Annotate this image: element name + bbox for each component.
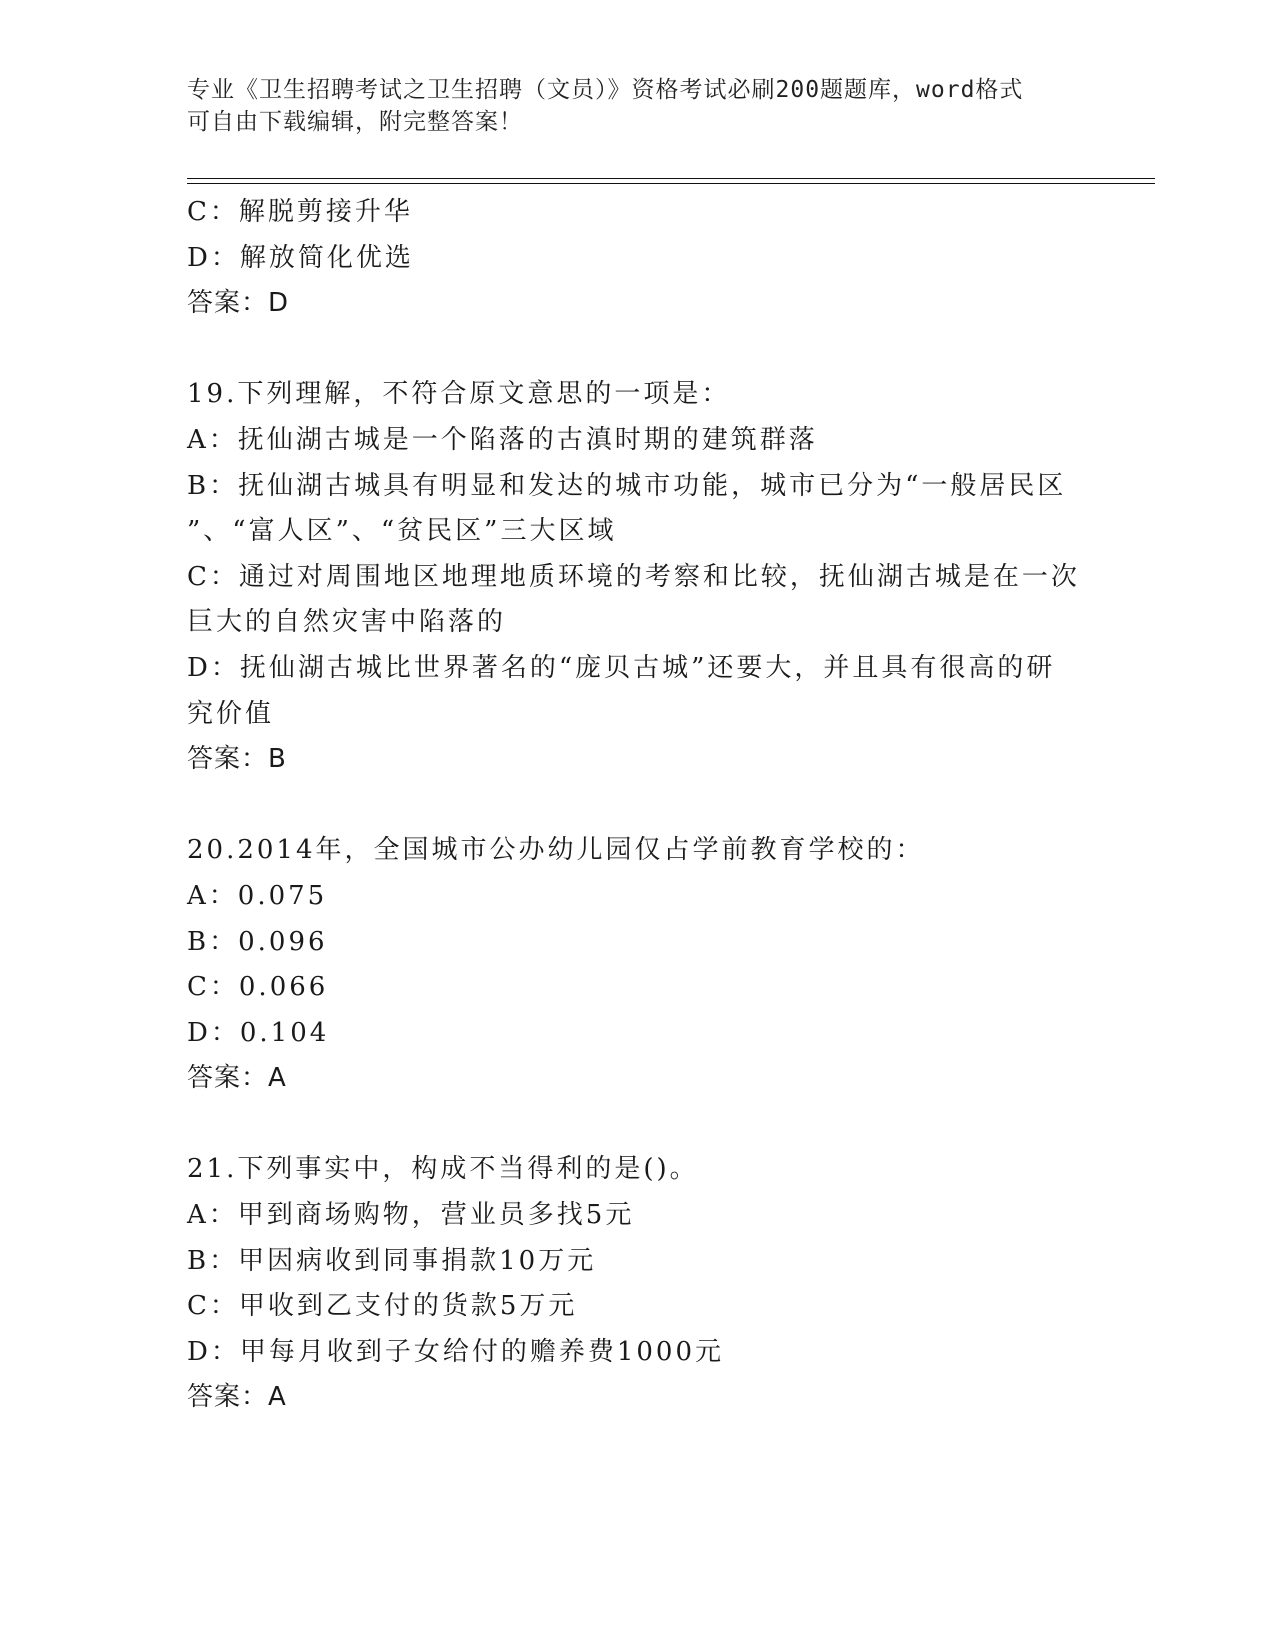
question-list [187,190,1087,1421]
answer-label: 答案：D [187,288,290,319]
header-divider-top [187,178,1155,179]
answer-label: 答案：A [187,1382,287,1413]
question-21 [187,1147,1087,1421]
header-title-line-2: 可自由下载编辑，附完整答案！ [187,109,523,135]
option-c: C：通过对周围地区地理地质环境的考察和比较，抚仙湖古城是在一次 [187,561,1080,592]
option-c-continued: 巨大的自然灾害中陷落的 [187,607,507,638]
option-b: B：抚仙湖古城具有明显和发达的城市功能，城市已分为“一般居民区 [187,470,1067,501]
option-a: A：0.075 [187,880,328,911]
option-a: A：甲到商场购物，营业员多找5元 [187,1200,635,1231]
spacer [187,327,1087,373]
question-20 [187,828,1087,1102]
question-stem: 21.下列事实中，构成不当得利的是()。 [187,1154,699,1185]
question-19 [187,372,1087,782]
option-c: C：0.066 [187,972,329,1003]
question-stem: 19.下列理解，不符合原文意思的一项是： [187,379,731,410]
spacer [187,1102,1087,1148]
question-18-tail [187,190,1087,327]
answer-label: 答案：A [187,1063,287,1094]
option-d-continued: 究价值 [187,698,275,729]
option-d: D：抚仙湖古城比世界著名的“庞贝古城”还要大，并且具有很高的研 [187,652,1056,683]
option-d: D：0.104 [187,1017,330,1048]
option-c: C：甲收到乙支付的货款5万元 [187,1291,578,1322]
option-b-continued: ”、“富人区”、“贫民区”三大区域 [187,516,617,547]
option-b: B：甲因病收到同事捐款10万元 [187,1245,597,1276]
question-stem: 20.2014年，全国城市公办幼儿园仅占学前教育学校的： [187,835,925,866]
header-title-line-1: 专业《卫生招聘考试之卫生招聘（文员）》资格考试必刷200题题库，word格式 [187,77,1024,103]
spacer [187,783,1087,829]
answer-label: 答案：B [187,744,287,775]
document-header [187,74,1067,138]
option-d: D：解放简化优选 [187,242,414,273]
option-a: A：抚仙湖古城是一个陷落的古滇时期的建筑群落 [187,424,818,455]
header-divider-bottom [187,183,1155,184]
option-c: C：解脱剪接升华 [187,197,413,227]
option-d: D：甲每月收到子女给付的赡养费1000元 [187,1336,725,1367]
option-b: B：0.096 [187,926,328,957]
